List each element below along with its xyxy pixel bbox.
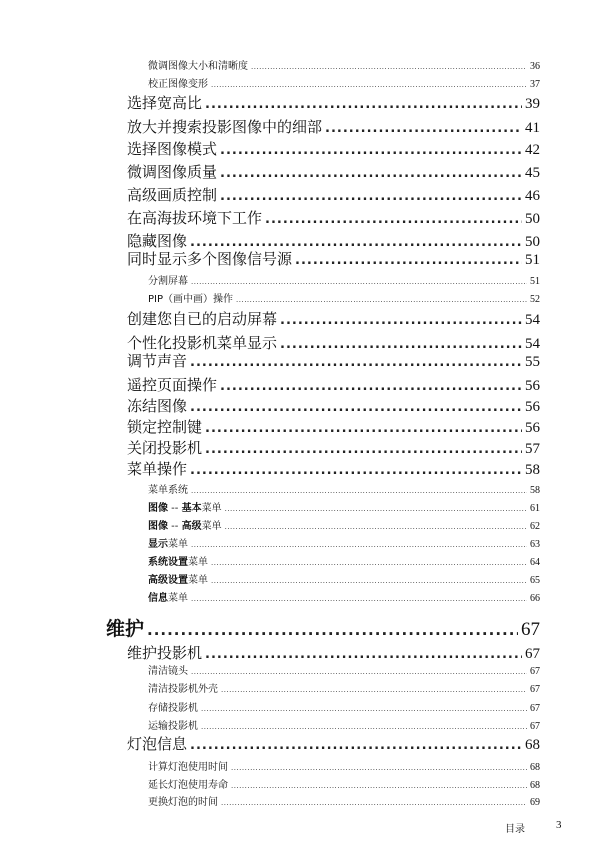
toc-dot-leader [295,253,522,268]
toc-dot-leader [220,379,522,394]
toc-title-part: 菜单 [188,557,208,568]
toc-entry-title [127,207,262,228]
toc-page-number: 68 [530,762,540,773]
toc-page-number: 67 [521,619,540,640]
toc-dot-leader [220,189,522,204]
toc-page-number: 41 [525,120,540,136]
toc-entry-title [148,776,228,791]
toc-title-part: 隐藏图像 [127,232,188,250]
toc-section[interactable] [127,248,540,268]
toc-subsection[interactable] [148,571,540,585]
toc-dot-leader [191,668,527,676]
toc-entry-title [148,481,188,496]
toc-subsection[interactable] [148,499,540,513]
toc-subsection[interactable] [148,535,540,549]
toc-dot-leader [265,212,522,227]
toc-title-part: 菜单系统 [148,485,188,496]
toc-title-part: 图像 [148,521,168,532]
toc-dot-leader [236,296,527,304]
toc-entry-title [148,57,248,72]
toc-dot-leader [211,559,527,567]
toc-title-part: 基本 [181,503,202,514]
toc-section[interactable] [127,395,540,415]
toc-title-part: 选择图像模式 [127,140,218,158]
toc-entry-title [148,758,228,773]
toc-section[interactable] [127,437,540,457]
toc-subsection[interactable] [148,481,540,495]
toc-entry-title [127,184,217,205]
toc-title-part: 菜单 [201,521,222,532]
toc-title-part: PIP（画中画）操作 [148,294,234,305]
toc-title-part: 清洁投影机外壳 [148,684,218,695]
toc-entry-title [148,272,188,287]
toc-page-number: 54 [525,336,540,352]
toc-dot-leader [231,782,527,790]
toc-subsection[interactable] [148,662,540,676]
toc-page-number: 58 [530,485,540,496]
toc-entry-title [148,553,208,568]
toc-title-part: 调节声音 [127,352,188,370]
toc-page-number: 51 [530,276,540,287]
toc-page-number: 42 [525,142,540,158]
toc-dot-leader [190,355,522,370]
toc-section[interactable] [127,416,540,436]
toc-section[interactable] [127,92,540,112]
toc-subsection[interactable] [148,680,540,694]
toc-title-part: 延长灯泡使用寿命 [148,780,228,791]
toc-dot-leader [190,463,522,478]
toc-page-number: 50 [525,211,540,227]
toc-title-part: 在高海拔环境下工作 [127,209,263,227]
toc-title-part: 菜单 [168,593,188,604]
toc-page-number: 63 [530,539,540,550]
toc-page-number: 45 [525,165,540,181]
toc-title-part: -- [168,521,182,532]
toc-page-number: 50 [525,234,540,250]
toc-entry-title [127,138,217,159]
toc-entry-title [148,571,208,586]
toc-subsection[interactable] [148,717,540,731]
toc-entry-title [148,699,198,714]
toc-subsection[interactable] [148,589,540,603]
toc-subsection[interactable] [148,75,540,89]
toc-page-number: 37 [530,79,540,90]
toc-entry-title [127,458,187,479]
toc-section[interactable] [127,458,540,478]
toc-entry-title [127,248,292,269]
toc-page-number: 68 [525,737,540,753]
toc-title-part: 菜单 [188,575,208,586]
toc-dot-leader [220,143,522,158]
toc-subsection[interactable] [148,290,540,304]
toc-title-part: 更换灯泡的时间 [148,797,218,808]
toc-dot-leader [191,541,527,549]
toc-dot-leader [205,647,522,662]
footer-section-label: 目录 [505,824,525,835]
toc-section[interactable] [127,230,540,250]
toc-dot-leader [211,577,527,585]
toc-page-number: 51 [525,252,540,268]
toc-title-part: 灯泡信息 [127,735,188,753]
toc-title-part: 信息 [148,593,168,604]
toc-title-part: 菜单 [168,539,188,550]
toc-section[interactable] [127,374,540,394]
toc-page-number: 66 [530,593,540,604]
toc-entry-title [148,75,208,90]
toc-entry-title [127,116,322,137]
toc-title-part: 计算灯泡使用时间 [148,762,228,773]
toc-entry-title [127,350,187,371]
toc-title-part: 清洁镜头 [148,666,188,677]
toc-subsection[interactable] [148,57,540,71]
toc-page-number: 67 [530,684,540,695]
toc-page-number: 56 [525,420,540,436]
toc-section[interactable] [127,308,540,328]
toc-title-part: 存储投影机 [148,703,198,714]
toc-title-part: 维护投影机 [127,644,203,662]
toc-dot-leader [205,97,522,112]
toc-entry-title [127,416,202,437]
toc-entry-title [148,290,233,305]
toc-page-number: 64 [530,557,540,568]
toc-page-number: 46 [525,188,540,204]
toc-entry-title [127,161,217,182]
toc-entry-title [127,374,217,395]
toc-entry-title [106,614,144,641]
toc-dot-leader [190,738,522,753]
toc-title-part: 系统设置 [148,557,188,568]
toc-dot-leader [225,505,527,513]
toc-title-part: 个性化投影机菜单显示 [127,334,278,352]
toc-dot-leader [220,166,522,181]
toc-section[interactable] [127,138,540,158]
toc-page-number: 61 [530,503,540,514]
toc-title-part: 高级设置 [148,575,188,586]
toc-entry-title [148,535,188,550]
toc-subsection[interactable] [148,776,540,790]
toc-page-number: 67 [530,703,540,714]
toc-entry-title [148,680,218,695]
toc-dot-leader [231,764,527,772]
toc-title-part: 显示 [148,539,168,550]
toc-entry-title [148,589,188,604]
toc-dot-leader [211,81,527,89]
toc-entry-title [127,437,202,458]
toc-section[interactable] [127,184,540,204]
toc-title-part: -- [168,503,182,514]
toc-section[interactable] [127,332,540,352]
toc-page-number: 65 [530,575,540,586]
toc-title-part: 微调图像大小和清晰度 [148,61,248,72]
toc-subsection[interactable] [148,272,540,286]
toc-dot-leader [190,400,522,415]
toc-title-part: 锁定控制键 [127,418,203,436]
toc-title-part: 创建您自已的启动屏幕 [127,310,278,328]
toc-title-part: 同时显示多个图像信号源 [127,250,293,268]
toc-dot-leader [191,487,527,495]
toc-subsection[interactable] [148,517,540,531]
toc-entry-title [127,395,187,416]
toc-dot-leader [280,313,522,328]
toc-title-part: 维护 [106,618,145,640]
toc-page-number: 54 [525,312,540,328]
toc-page-number: 68 [530,780,540,791]
toc-dot-leader [201,723,527,731]
toc-page-number: 69 [530,797,540,808]
toc-title-part: 选择宽高比 [127,94,203,112]
toc-title-part: 图像 [148,503,168,514]
toc-page-number: 36 [530,61,540,72]
toc-dot-leader [147,621,518,639]
toc-section[interactable] [127,733,540,753]
toc-dot-leader [325,121,522,136]
toc-entry-title [148,793,218,808]
toc-dot-leader [221,799,527,807]
toc-title-part: 高级画质控制 [127,186,218,204]
toc-section[interactable] [127,642,540,662]
toc-dot-leader [251,63,527,71]
page-number: 3 [556,819,562,831]
toc-section[interactable] [127,116,540,136]
toc-title-part: 关闭投影机 [127,439,203,457]
toc-entry-title [127,642,202,663]
toc-title-part: 菜单 [201,503,222,514]
toc-dot-leader [221,686,527,694]
toc-title-part: 运输投影机 [148,721,198,732]
toc-entry-title [148,517,222,532]
toc-dot-leader [225,523,527,531]
toc-entry-title [148,662,188,677]
toc-dot-leader [191,595,527,603]
toc-section[interactable] [127,350,540,370]
toc-page-number: 39 [525,96,540,112]
toc-subsection[interactable] [148,699,540,713]
toc-section[interactable] [127,161,540,181]
toc-subsection[interactable] [148,758,540,772]
toc-page-number: 67 [530,666,540,677]
toc-title-part: 冻结图像 [127,397,188,415]
toc-section[interactable] [127,207,540,227]
toc-subsection[interactable] [148,553,540,567]
toc-page-number: 67 [525,646,540,662]
toc-dot-leader [205,421,522,436]
toc-page-number: 56 [525,399,540,415]
toc-entry-title [127,308,277,329]
toc-title-part: 高级 [181,521,202,532]
toc-entry-title [148,717,198,732]
toc-dot-leader [205,442,522,457]
toc-entry-title [127,733,187,754]
toc-title-part: 遥控页面操作 [127,376,218,394]
toc-chapter[interactable] [106,614,540,640]
toc-page-number: 55 [525,354,540,370]
toc-entry-title [127,92,202,113]
toc-title-part: 放大并搜索投影图像中的细部 [127,118,323,136]
toc-subsection[interactable] [148,793,540,807]
toc-page-number: 67 [530,721,540,732]
toc-dot-leader [191,278,527,286]
toc-title-part: 微调图像质量 [127,163,218,181]
toc-page-number: 57 [525,441,540,457]
toc-page-number: 56 [525,378,540,394]
toc-entry-title [148,499,222,514]
toc-dot-leader [201,705,527,713]
toc-page-number: 52 [530,294,540,305]
toc-title-part: 校正图像变形 [148,79,208,90]
toc-title-part: 菜单操作 [127,460,188,478]
toc-title-part: 分割屏幕 [148,276,188,287]
toc-page-number: 58 [525,462,540,478]
toc-page-number: 62 [530,521,540,532]
